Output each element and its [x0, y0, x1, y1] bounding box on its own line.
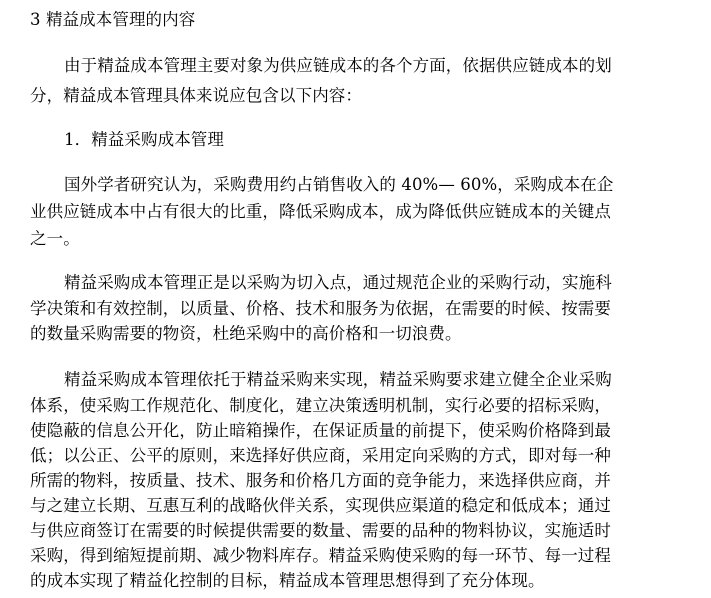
paragraph-line: 与之建立长期、互惠互利的战略伙伴关系，实现供应渠道的稳定和低成本；通过: [30, 496, 611, 515]
paragraph-line: 所需的物料，按质量、技术、服务和价格几方面的竞争能力，来选择供应商，并: [30, 471, 611, 490]
paragraph-line: 业供应链成本中占有很大的比重，降低采购成本，成为降低供应链成本的关键点: [30, 202, 611, 221]
paragraph-line: 体系，使采购工作规范化、制度化，建立决策透明机制，实行必要的招标采购，: [30, 396, 611, 415]
paragraph-line: 的成本实现了精益化控制的目标，精益成本管理思想得到了充分体现。: [30, 571, 545, 590]
paragraph-line: 国外学者研究认为，采购费用约占销售收入的 40%— 60%，采购成本在企: [64, 175, 614, 194]
paragraph-line: 使隐蔽的信息公开化，防止暗箱操作，在保证质量的前提下，使采购价格降到最: [30, 421, 611, 440]
section-heading: 3 精益成本管理的内容: [30, 10, 196, 29]
paragraph-line: 精益采购成本管理依托于精益采购来实现，精益采购要求建立健全企业采购: [64, 370, 612, 389]
subsection-heading: 1．精益采购成本管理: [64, 130, 224, 149]
paragraph-line: 采购，得到缩短提前期、减少物料库存。精益采购使采购的每一环节、每一过程: [30, 546, 611, 565]
paragraph-line: 精益采购成本管理正是以采购为切入点，通过规范企业的采购行动，实施科: [64, 273, 612, 292]
paragraph-line: 的数量采购需要的物资，杜绝采购中的高价格和一切浪费。: [30, 324, 462, 343]
paragraph-line: 之一。: [30, 229, 80, 248]
paragraph-line: 分，精益成本管理具体来说应包含以下内容：: [30, 86, 362, 105]
paragraph-line: 低；以公正、公平的原则，来选择好供应商，采用定向采购的方式，即对每一种: [30, 446, 611, 465]
paragraph-line: 学决策和有效控制，以质量、价格、技术和服务为依据，在需要的时候、按需要: [30, 299, 611, 318]
paragraph-line: 由于精益成本管理主要对象为供应链成本的各个方面，依据供应链成本的划: [64, 56, 612, 75]
paragraph-line: 与供应商签订在需要的时候提供需要的数量、需要的品种的物料协议，实施适时: [30, 521, 611, 540]
